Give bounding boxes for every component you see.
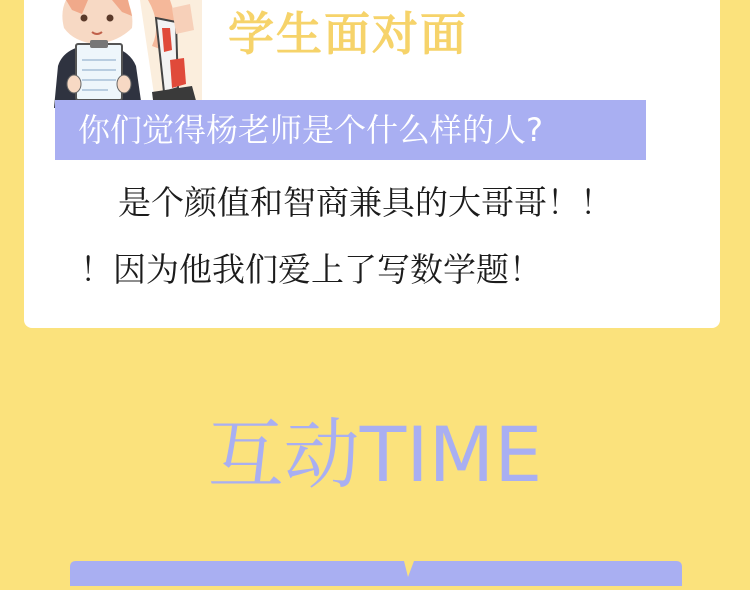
section-title: 学生面对面 [228, 7, 468, 61]
bottom-banner [70, 561, 682, 586]
question-text: 你们觉得杨老师是个什么样的人? [78, 111, 543, 149]
students-illustration [52, 0, 202, 108]
answer-text-line-1: 是个颜值和智商兼具的大哥哥！！ [118, 183, 613, 222]
interactive-title: 互动TIME [207, 410, 543, 499]
answer-text-line-2: ！因为他我们爱上了写数学题！ [80, 250, 542, 289]
